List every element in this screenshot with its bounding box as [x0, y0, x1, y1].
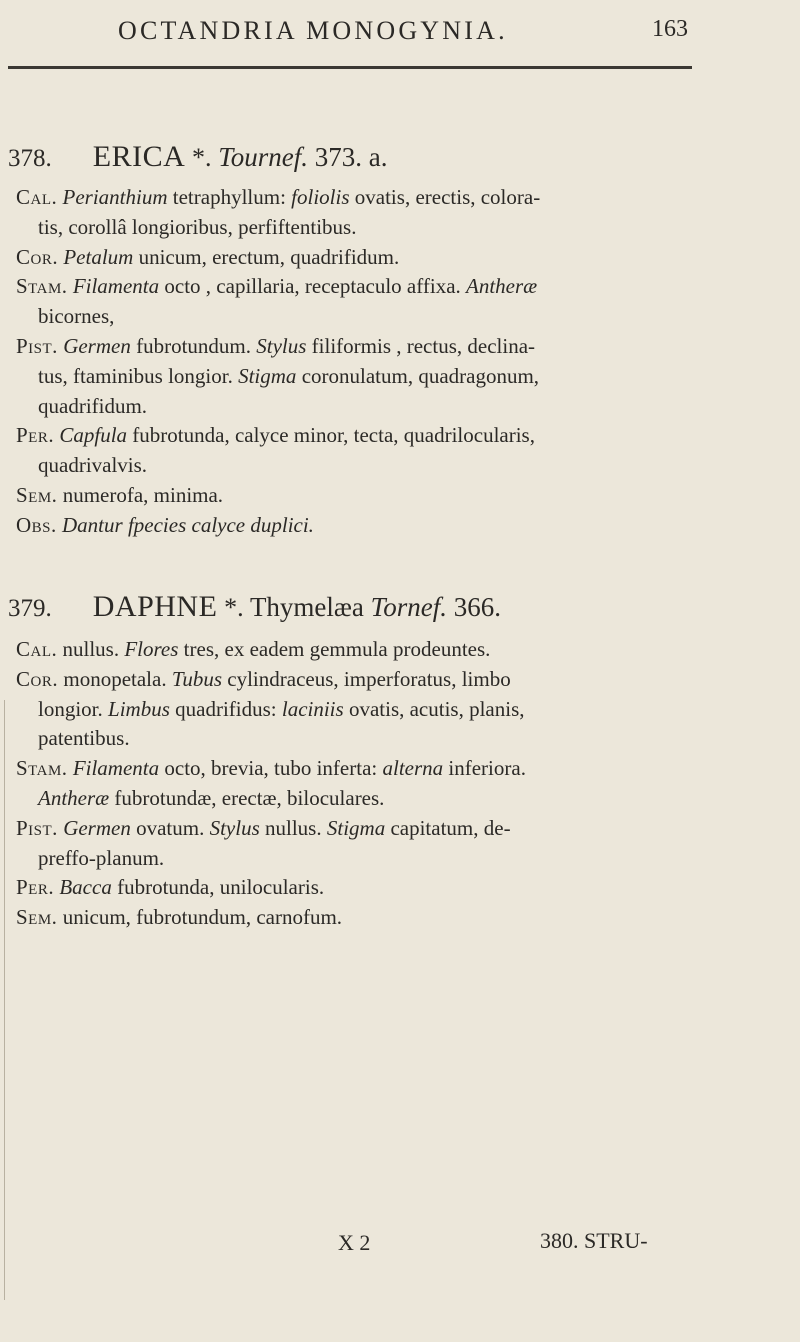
- genus-authority: Tournef.: [218, 142, 309, 172]
- organ-label: Sem.: [16, 905, 58, 930]
- description-line: [16, 482, 686, 507]
- genus-reference: 373. a.: [314, 142, 388, 172]
- description-line: [16, 304, 686, 329]
- italic-term: Filamenta: [72, 274, 160, 299]
- description-text: fubrotundæ, erectæ, biloculares.: [109, 785, 385, 810]
- description-line: [16, 244, 686, 269]
- description-text: fubrotunda, unilocularis.: [111, 875, 325, 900]
- description-text: tres, ex eadem gemmula prodeuntes.: [178, 637, 491, 661]
- organ-label: Stam.: [16, 274, 68, 299]
- italic-term: Antheræ: [38, 785, 110, 810]
- italic-term: Flores: [124, 637, 179, 661]
- italic-term: laciniis: [281, 696, 344, 721]
- genus-reference: 366.: [453, 592, 501, 622]
- italic-term: Petalum: [63, 244, 134, 269]
- description-text: preffo-planum.: [38, 845, 165, 870]
- description-text: longior.: [38, 696, 109, 721]
- organ-label: Pist.: [16, 333, 58, 358]
- italic-term: Bacca: [59, 875, 112, 900]
- genus-name: DAPHNE: [92, 590, 218, 623]
- description-line: [16, 726, 686, 751]
- description-line: [16, 845, 686, 870]
- description-line: [16, 756, 686, 781]
- description-line: [16, 214, 686, 239]
- genus-star: *.: [192, 143, 212, 172]
- description-text: quadrifidum.: [38, 393, 148, 418]
- description-line: [16, 785, 686, 810]
- description-text: inferiora.: [443, 756, 526, 781]
- description-text: quadrifidus:: [169, 696, 282, 721]
- description-text: bicornes,: [38, 304, 115, 329]
- description-text: unicum, erectum, quadrifidum.: [133, 244, 400, 269]
- genus-name: ERICA: [92, 140, 186, 173]
- description-text: cylindraceus, imperforatus, limbo: [222, 666, 511, 691]
- italic-term: Limbus: [108, 696, 170, 721]
- italic-term: Stylus: [209, 815, 260, 840]
- italic-term: foliolis: [291, 185, 350, 209]
- description-text: quadrivalvis.: [38, 453, 148, 478]
- description-line: [16, 905, 686, 930]
- italic-term: Stylus: [256, 333, 307, 358]
- description-line: [16, 696, 686, 721]
- organ-label: Cor.: [16, 244, 59, 269]
- description-line: [16, 815, 686, 840]
- genus-number: 379.: [8, 595, 52, 622]
- description-text: numerofa, minima.: [62, 482, 224, 507]
- catchword: 380. STRU-: [540, 1228, 648, 1253]
- description-text: nullus.: [259, 815, 327, 840]
- italic-term: alterna: [382, 756, 444, 781]
- description-line: [16, 512, 686, 537]
- description-text: fubrotundum.: [130, 333, 257, 358]
- description-text: coronulatum, quadragonum,: [296, 363, 540, 388]
- organ-label: Per.: [16, 423, 55, 448]
- description-line: [16, 185, 686, 209]
- genus-heading-erica: [8, 140, 388, 174]
- organ-label: Stam.: [16, 756, 68, 781]
- description-text: ovatis, erectis, colora-: [349, 185, 541, 209]
- description-text: tetraphyllum:: [167, 185, 292, 209]
- genus-number: 378.: [8, 145, 52, 172]
- italic-term: Stigma: [326, 815, 386, 840]
- italic-term: Germen: [63, 815, 131, 840]
- genus-heading-daphne: [8, 590, 501, 624]
- italic-term: Antheræ: [466, 274, 538, 299]
- italic-term: Dantur fpecies calyce duplici.: [62, 512, 314, 537]
- description-text: octo, brevia, tubo inferta:: [159, 756, 383, 781]
- description-line: [16, 453, 686, 478]
- description-text: unicum, fubrotundum, carnofum.: [62, 905, 343, 930]
- description-text: octo , capillaria, receptaculo affixa.: [159, 274, 467, 299]
- italic-term: Filamenta: [72, 756, 160, 781]
- genus-star: *.: [224, 593, 244, 622]
- description-text: filiformis , rectus, declina-: [306, 333, 536, 358]
- italic-term: Stigma: [238, 363, 297, 388]
- description-text: fubrotunda, calyce minor, tecta, quadrilocularis,: [127, 423, 535, 448]
- genus-reference-author: Tornef.: [370, 592, 447, 622]
- page-edge-shadow: [4, 700, 5, 1300]
- italic-term: Tubus: [171, 666, 223, 691]
- genus-authority: Thymelæa: [249, 592, 364, 622]
- genus-description-erica: [16, 185, 686, 548]
- organ-label: Sem.: [16, 482, 58, 507]
- description-line: [16, 666, 686, 691]
- description-text: patentibus.: [38, 726, 130, 751]
- description-line: [16, 333, 686, 358]
- organ-label: Cal.: [16, 185, 58, 209]
- italic-term: Capfula: [59, 423, 128, 448]
- organ-label: Per.: [16, 875, 55, 900]
- page-number: 163: [652, 16, 688, 42]
- genus-description-daphne: [16, 637, 686, 940]
- description-text: ovatum.: [130, 815, 210, 840]
- organ-label: Pist.: [16, 815, 58, 840]
- header-rule: [8, 66, 692, 69]
- running-head: OCTANDRIA MONOGYNIA.: [118, 16, 508, 45]
- description-text: tis, corollâ longioribus, perfiftentibus.: [38, 214, 357, 239]
- italic-term: Germen: [63, 333, 131, 358]
- description-text: monopetala.: [63, 666, 172, 691]
- description-line: [16, 875, 686, 900]
- description-line: [16, 363, 686, 388]
- signature-mark: X 2: [338, 1230, 371, 1255]
- organ-label: Cor.: [16, 666, 59, 691]
- organ-label: Obs.: [16, 512, 57, 537]
- description-text: nullus.: [62, 637, 125, 661]
- organ-label: Cal.: [16, 637, 58, 661]
- description-line: [16, 423, 686, 448]
- description-text: tus, ftaminibus longior.: [38, 363, 239, 388]
- italic-term: Perianthium: [62, 185, 168, 209]
- description-line: [16, 393, 686, 418]
- description-line: [16, 274, 686, 299]
- description-text: capitatum, de-: [385, 815, 511, 840]
- description-text: ovatis, acutis, planis,: [343, 696, 525, 721]
- description-line: [16, 637, 686, 661]
